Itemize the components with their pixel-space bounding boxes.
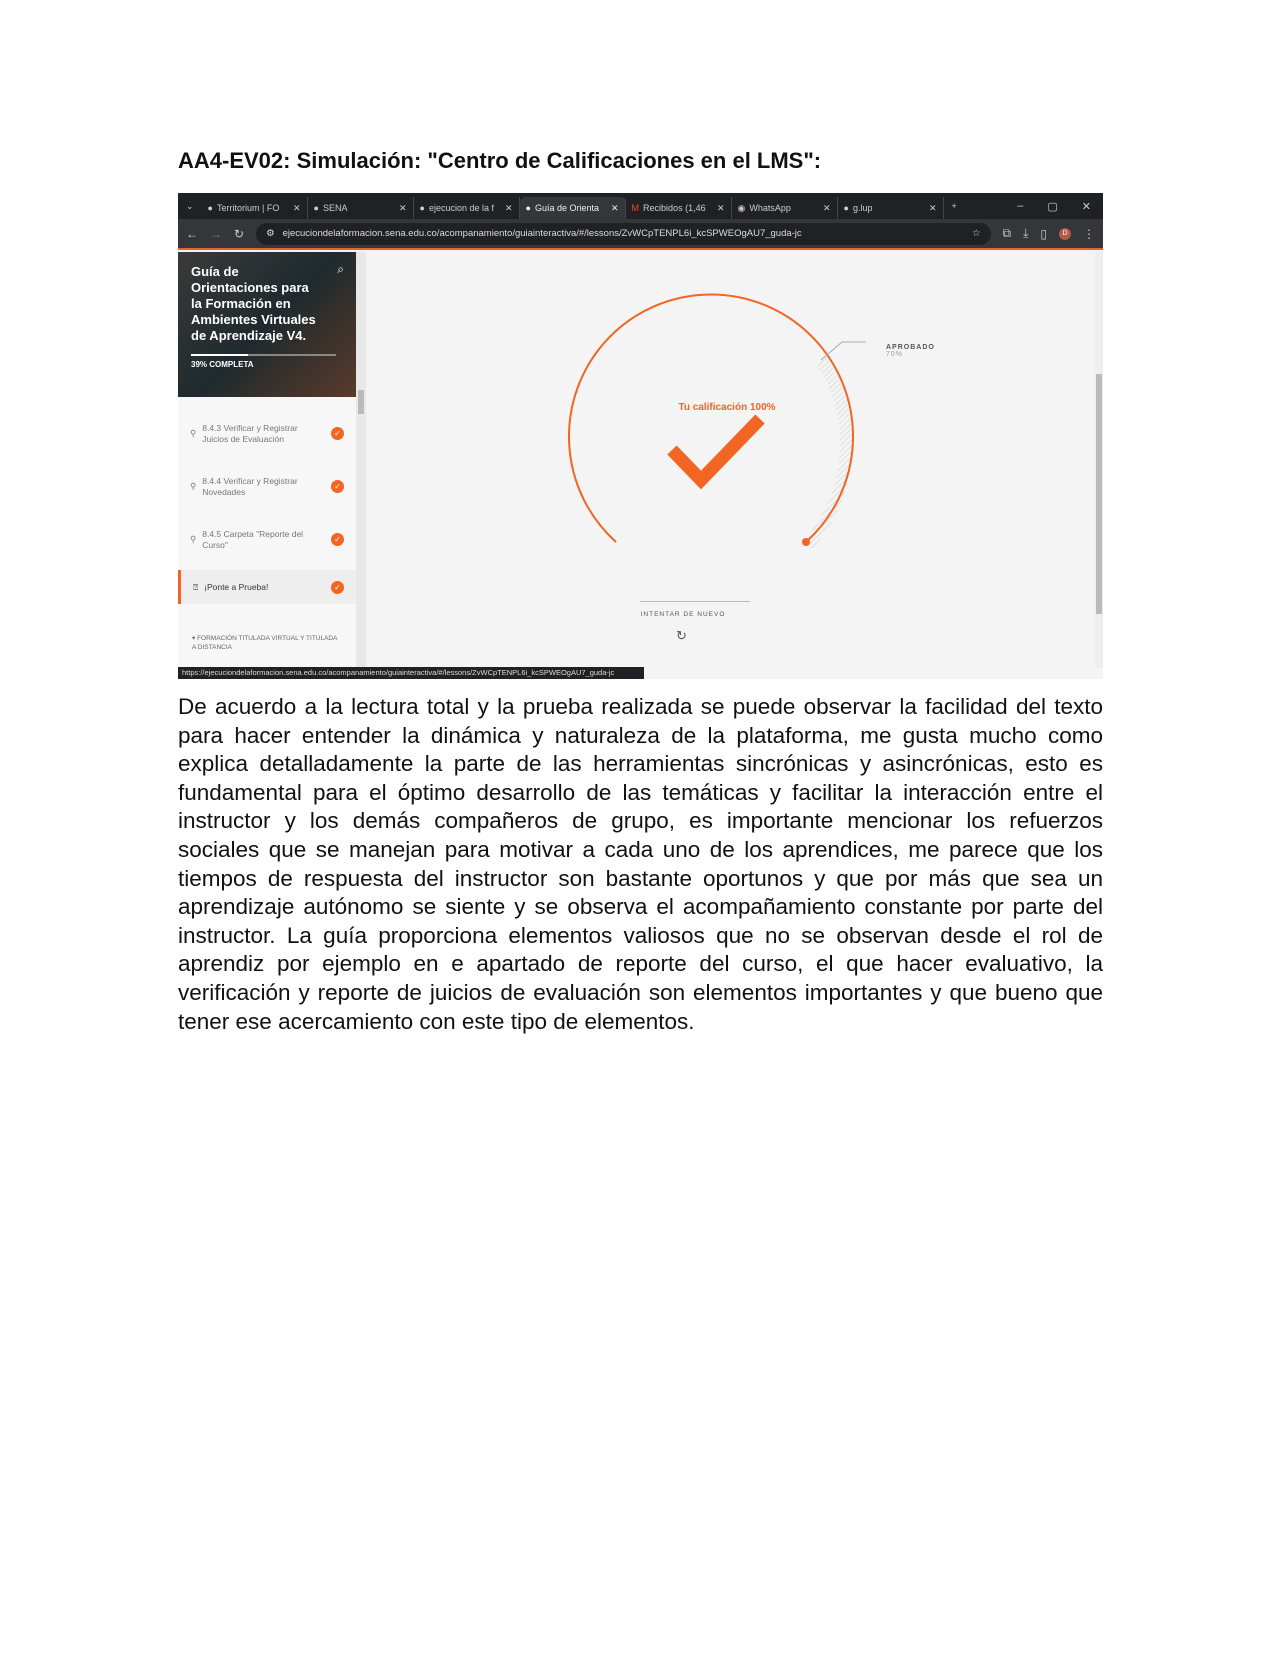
grade-arc [569, 294, 853, 542]
browser-tab-active[interactable]: ● Guía de Orienta ✕ [520, 197, 626, 219]
quiz-icon: ⍰ [193, 581, 199, 592]
reload-icon[interactable]: ↻ [234, 226, 245, 241]
body-paragraph: De acuerdo a la lectura total y la prueba realizada se puede observar la facilidad del texto para hacer entender la dinámica y naturaleza de la plataforma, me gusta mucho como explica detalladamente la parte de las herramientas sincrónicas y asincrónicas, esto es fundamental para el óptimo desarrollo de las temáticas y facilitar la interacción entre el instructor y los demás compañeros de grupo, es importante mencionar los refuerzos sociales que se manejan para motivar a cada uno de los aprendices, me parece que los tiempos de respuesta del instructor son bastante oportunos y que por más que sea un aprendizaje autónomo se siente y se observa el acompañamiento constante por parte del instructor. La guía proporciona elementos valiosos que no se observan desde el rol de aprendiz por ejemplo en e apartado de reporte del curso, el que hacer evaluativo, la verificación y reporte de juicios de evaluación son elementos importantes y que bueno que tener ese acercamiento con este tipo de elementos. [178, 694, 1103, 1034]
progress-bar [191, 354, 336, 356]
restore-icon[interactable]: ▢ [1047, 200, 1058, 213]
avatar[interactable]: D [1059, 228, 1071, 240]
lesson-icon: ⚲ [190, 428, 197, 438]
new-tab-icon[interactable]: + [951, 201, 957, 211]
document-title: AA4-EV02: Simulación: "Centro de Calificaciones en el LMS": [178, 148, 822, 173]
browser-tab[interactable]: ● SENA ✕ [308, 197, 414, 219]
retry-button[interactable]: INTENTAR DE NUEVO [640, 611, 726, 618]
tab-search-icon[interactable]: ⌄ [186, 200, 194, 211]
lesson-icon: ⚲ [190, 481, 197, 491]
close-window-icon[interactable]: ✕ [1081, 200, 1091, 213]
whatsapp-icon: ◉ [737, 202, 746, 213]
lesson-item[interactable]: ⚲ 8.4.3 Verificar y Registrar Juicios de Evaluación ✓ [178, 407, 356, 460]
browser-tab[interactable]: ● ejecucion de la f ✕ [414, 197, 520, 219]
forward-icon[interactable]: → [210, 226, 222, 241]
check-icon: ✓ [331, 427, 344, 440]
check-mark-icon [672, 419, 760, 480]
close-icon[interactable]: ✕ [929, 202, 937, 213]
gmail-icon: M [631, 203, 640, 213]
divider [640, 601, 750, 602]
search-icon[interactable]: ⌕ [337, 262, 344, 276]
address-bar-row [178, 219, 1103, 250]
browser-tab[interactable]: M Recibidos (1,46 ✕ [626, 197, 732, 219]
minimize-icon[interactable]: – [1017, 199, 1024, 212]
favicon-icon: ● [313, 203, 319, 213]
grade-marker [802, 538, 810, 546]
lesson-icon: ⚲ [190, 534, 197, 544]
progress-label: 39% COMPLETA [191, 360, 254, 369]
status-bar-url: https://ejecuciondelaformacion.sena.edu.co/acompanamiento/guiainteractiva/#/lessons/ZvWCpTENPL6i_kcSPWEOgAU7_guda-jc [178, 667, 644, 679]
star-icon[interactable]: ☆ [971, 228, 981, 239]
lesson-item[interactable]: ⚲ 8.4.5 Carpeta "Reporte del Curso" ✓ [178, 513, 356, 566]
browser-screenshot [178, 193, 1103, 679]
favicon-icon: ● [525, 203, 531, 213]
course-title: Guía de Orientaciones para la Formación en Ambientes Virtuales de Aprendizaje V4. [191, 264, 316, 343]
browser-tab[interactable]: ◉ WhatsApp ✕ [732, 197, 838, 219]
download-icon[interactable]: ⤓ [1023, 226, 1029, 240]
grade-gauge [366, 252, 1095, 668]
close-icon[interactable]: ✕ [505, 202, 513, 213]
check-icon: ✓ [331, 533, 344, 546]
lesson-item-active[interactable]: ⍰ ¡Ponte a Prueba! ✓ [178, 570, 356, 604]
extensions-icon[interactable]: ⧉ [1002, 226, 1012, 240]
close-icon[interactable]: ✕ [399, 202, 407, 213]
sidepanel-icon[interactable]: ▯ [1040, 226, 1047, 241]
favicon-icon: ● [207, 203, 213, 213]
back-icon[interactable]: ← [186, 226, 198, 241]
tab-bar [178, 193, 1103, 219]
main-scrollbar[interactable] [1095, 252, 1103, 668]
close-icon[interactable]: ✕ [717, 202, 725, 213]
close-icon[interactable]: ✕ [293, 202, 301, 213]
close-icon[interactable]: ✕ [611, 202, 619, 213]
pass-threshold: APROBADO 70% [886, 344, 935, 358]
menu-icon[interactable]: ⋮ [1083, 226, 1095, 241]
quiz-result [366, 252, 1095, 668]
browser-tab[interactable]: ● g.lup ✕ [838, 197, 944, 219]
site-settings-icon[interactable]: ⚙ [266, 228, 275, 239]
course-header [178, 252, 356, 397]
course-sidebar [178, 252, 356, 668]
browser-tab[interactable]: ● Territorium | FO ✕ [202, 197, 308, 219]
sidebar-scrollbar[interactable] [356, 252, 366, 668]
url-field[interactable]: ⚙ ejecuciondelaformacion.sena.edu.co/acompanamiento/guiainteractiva/#/lessons/ZvWCpTENPL6i_kcSPWEOgAU7_guda-jc ☆ [256, 223, 990, 245]
close-icon[interactable]: ✕ [823, 202, 831, 213]
check-icon: ✓ [331, 581, 344, 594]
check-icon: ✓ [331, 480, 344, 493]
favicon-icon: ● [843, 203, 849, 213]
lesson-item[interactable]: ⚲ 8.4.4 Verificar y Registrar Novedades ✓ [178, 460, 356, 513]
section-header[interactable]: ▾ FORMACIÓN TITULADA VIRTUAL Y TITULADA A DISTANCIA [192, 635, 338, 651]
favicon-icon: ● [419, 203, 425, 213]
grade-label: Tu calificación 100% [678, 402, 776, 413]
retry-icon[interactable]: ↻ [676, 628, 687, 643]
